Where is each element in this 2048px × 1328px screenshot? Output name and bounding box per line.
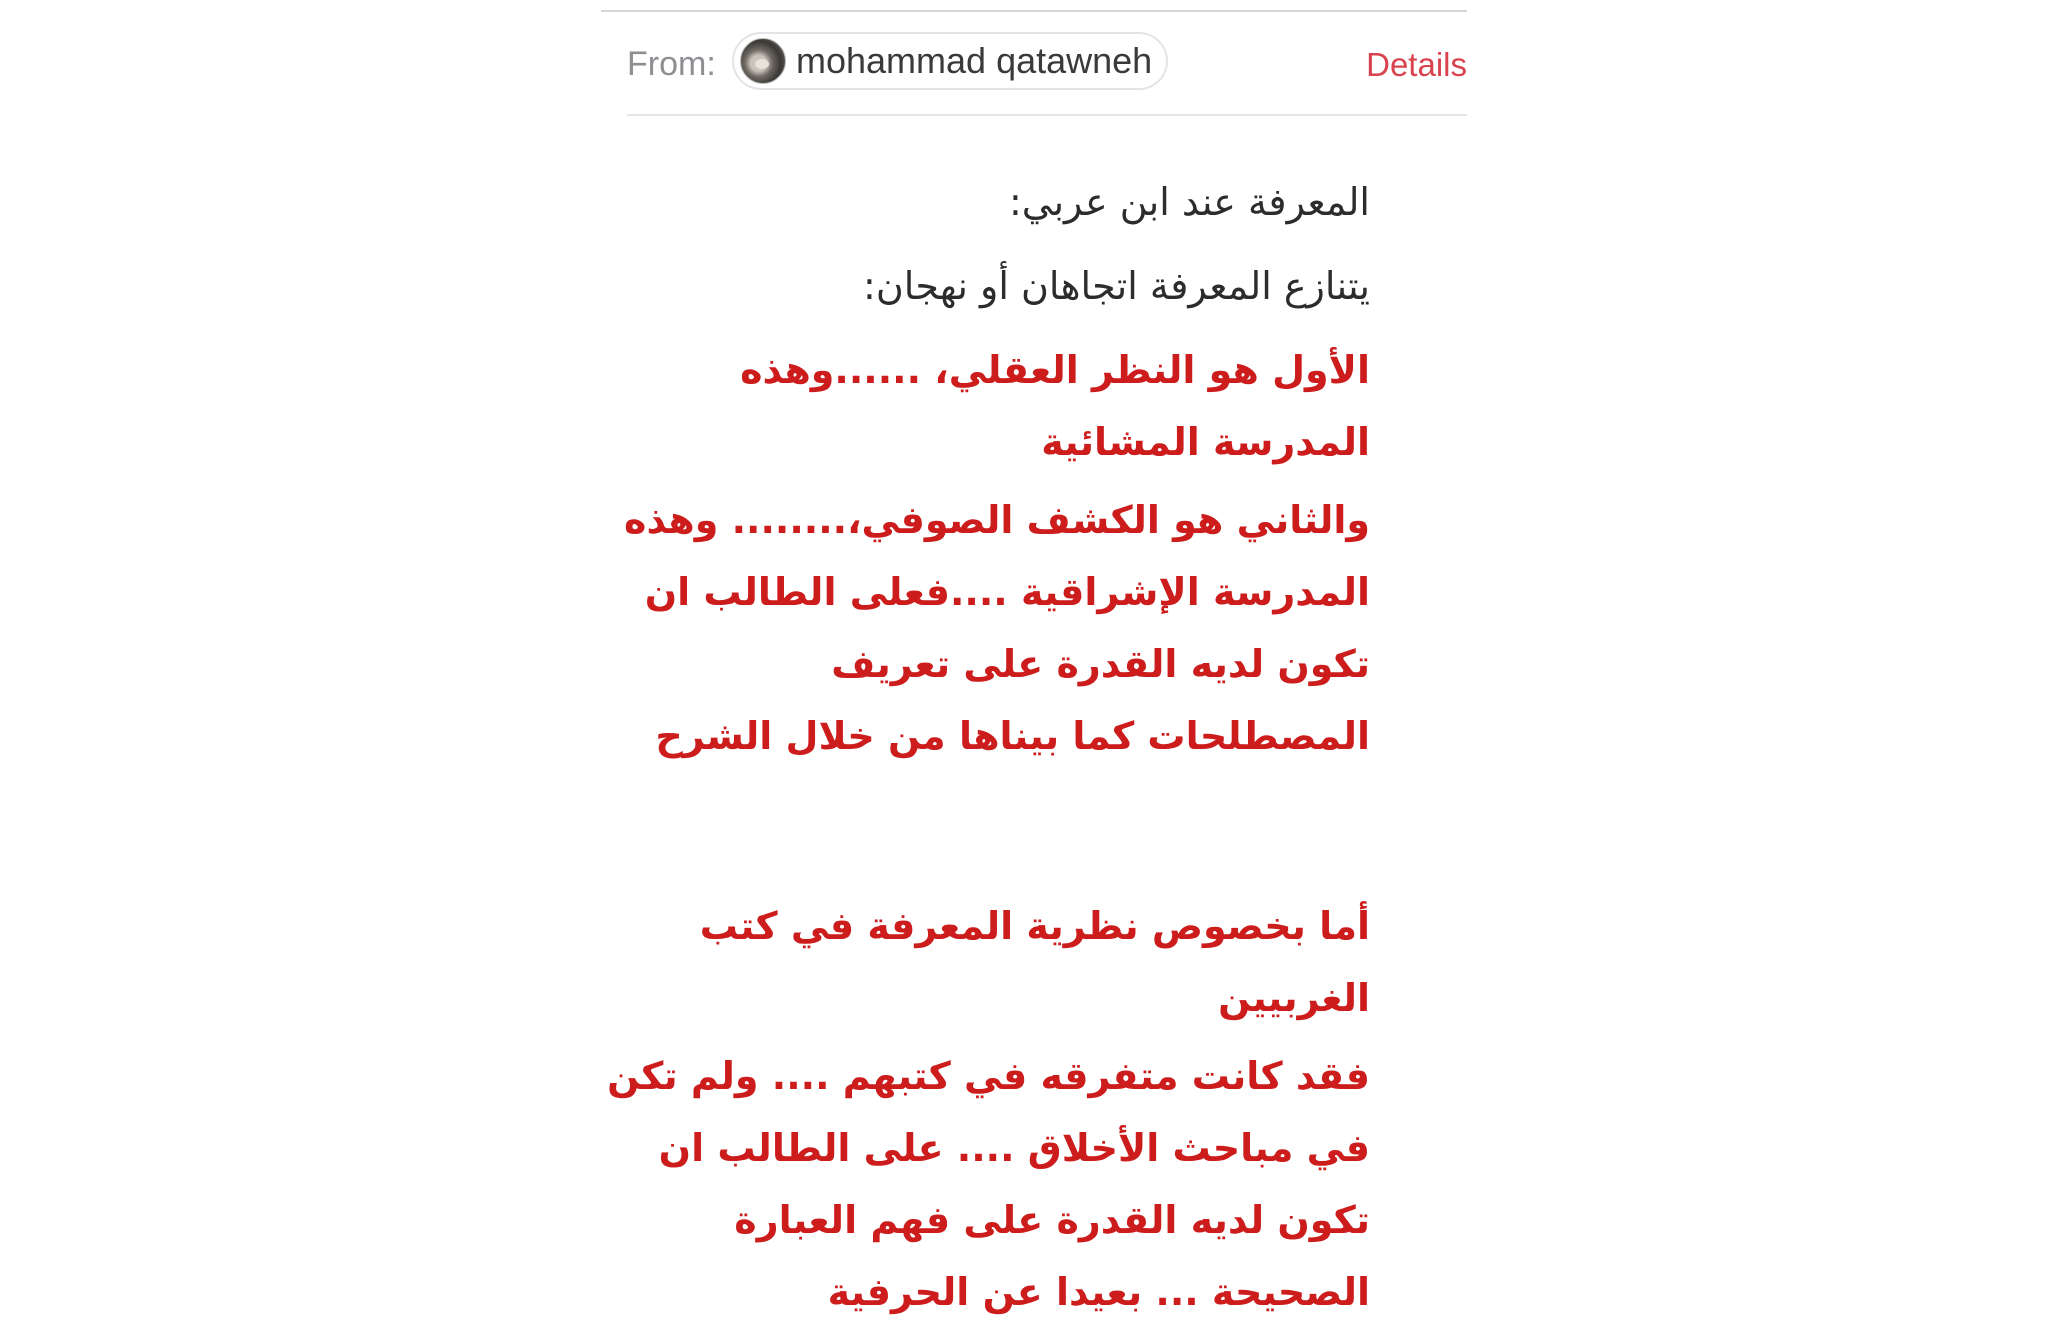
top-divider xyxy=(601,10,1467,12)
message-paragraph-2: والثاني هو الكشف الصوفي،........ وهذه المدرسة الإشراقية ....فعلى الطالب ان تكون لديه القدرة على تعريف المصطلحات كما بيناها من خلال الشرح xyxy=(624,498,1370,758)
message-paragraph-3: أما بخصوص نظرية المعرفة في كتب الغربيين xyxy=(699,904,1370,1020)
header-divider xyxy=(627,114,1467,116)
avatar xyxy=(740,38,786,84)
message-paragraph-4: فقد كانت متفرقه في كتبهم .... ولم تكن في مباحث الأخلاق .... على الطالب ان تكون لديه القدرة على فهم العبارة الصحيحة ... بعيدا عن الحرفية xyxy=(607,1054,1370,1314)
message-paragraph-1: الأول هو النظر العقلي، ......وهذه المدرسة المشائية xyxy=(740,348,1370,464)
sender-name: mohammad qatawneh xyxy=(796,40,1153,81)
message-heading: المعرفة عند ابن عربي: xyxy=(1008,180,1370,224)
details-link[interactable]: Details xyxy=(1366,46,1467,83)
sender-chip[interactable] xyxy=(732,32,1168,90)
from-row xyxy=(627,30,1467,96)
from-label: From: xyxy=(627,45,716,83)
message-body xyxy=(600,160,1370,1328)
message-intro: يتنازع المعرفة اتجاهان أو نهجان: xyxy=(863,264,1370,308)
